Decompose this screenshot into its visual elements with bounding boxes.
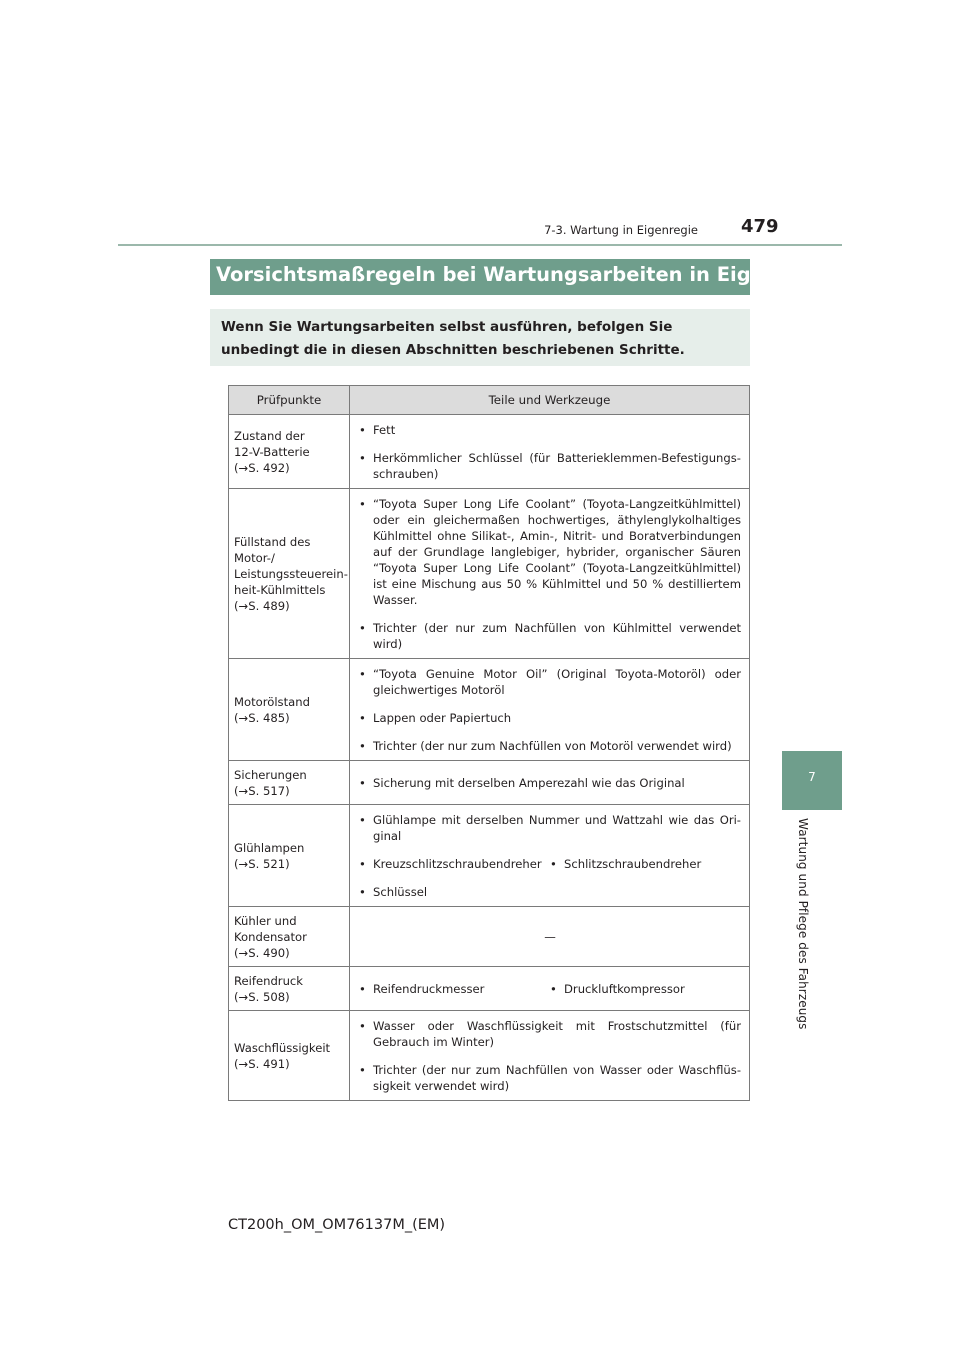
check-point-line: (→S. 491): [234, 1056, 290, 1071]
check-point-cell: [229, 967, 350, 1011]
bullet-icon: •: [359, 497, 366, 511]
tools-cell: [350, 415, 750, 489]
tool-item-text: Trichter (der nur zum Nachfüllen von Motoröl verwendet wird): [373, 739, 732, 753]
bullet-icon: •: [550, 857, 557, 871]
table-row: [229, 659, 750, 761]
tool-item: [359, 1062, 741, 1094]
bullet-icon: •: [550, 982, 557, 996]
check-point-line: Leistungssteuerein-: [234, 566, 348, 581]
tool-item-pair: [359, 856, 741, 872]
tool-item-text: Herkömmlicher Schlüssel (für Batterieklemmen-Befestigungs-schrauben): [373, 451, 741, 481]
table-row: [229, 1011, 750, 1101]
tools-cell: [350, 907, 750, 967]
tool-item-text: Schlitzschraubendreher: [564, 857, 702, 871]
table-header-row: [229, 386, 750, 415]
tool-item: [550, 856, 741, 872]
table-row: [229, 489, 750, 659]
tools-cell: [350, 489, 750, 659]
check-point-line: Waschflüssigkeit: [234, 1040, 331, 1055]
bullet-icon: •: [359, 885, 366, 899]
check-point-line: Füllstand des Motor-/: [234, 534, 311, 565]
check-point-cell: [229, 907, 350, 967]
check-point-cell: [229, 805, 350, 907]
check-point-line: 12-V-Batterie: [234, 444, 310, 459]
check-point-line: Reifendruck: [234, 973, 304, 988]
tool-item-text: Fett: [373, 423, 396, 437]
tool-item: [550, 981, 741, 997]
tool-item-text: “Toyota Super Long Life Coolant” (Toyota-Langzeitkühlmittel) oder ein gleichermaßen hochwertiges, äthylenglykolhaltiges Kühlmittel ohne Silikat-, Amin-, Nitrit- und Boratverbindungen auf der Grundlage langlebiger, hybrider, organischer Säuren “Toyota Super Long Life Coolant” (Toyota-Langzeitkühlmittel) ist eine Mischung aus 50 % Kühlmittel und 50 % destilliertem Wasser.: [373, 497, 741, 607]
tool-item-text: Druckluftkompressor: [564, 982, 685, 996]
check-point-line: (→S. 485): [234, 710, 290, 725]
chapter-number: 7: [808, 770, 816, 784]
table-row: [229, 415, 750, 489]
tool-item: [359, 666, 741, 698]
empty-dash: —: [544, 930, 556, 944]
tool-item: [359, 450, 741, 482]
table-row: [229, 761, 750, 805]
tool-item-text: Lappen oder Papiertuch: [373, 711, 512, 725]
check-point-line: Motorölstand: [234, 694, 310, 709]
section-title-bar: [210, 259, 835, 295]
tool-item: [359, 812, 741, 844]
table-row: [229, 907, 750, 967]
tool-item-text: Sicherung mit derselben Amperezahl wie das Original: [373, 776, 685, 790]
header-rule: [118, 244, 842, 246]
check-point-line: (→S. 521): [234, 856, 290, 871]
tool-item-text: Reifendruckmesser: [373, 982, 485, 996]
column-header-check: Prüfpunkte: [229, 386, 350, 415]
tool-item: [359, 620, 741, 652]
tools-cell: [350, 761, 750, 805]
bullet-icon: •: [359, 739, 366, 753]
check-point-line: Kondensator: [234, 929, 307, 944]
tools-cell: [350, 805, 750, 907]
table-row: [229, 967, 750, 1011]
check-point-line: Zustand der: [234, 428, 305, 443]
bullet-icon: •: [359, 1063, 366, 1077]
bullet-icon: •: [359, 776, 366, 790]
check-point-line: Glühlampen: [234, 840, 305, 855]
tool-item: [359, 422, 741, 438]
tool-item-text: Trichter (der nur zum Nachfüllen von Wasser oder Waschflüs-sigkeit verwendet wird): [373, 1063, 741, 1093]
tool-item: [359, 496, 741, 608]
tools-cell: [350, 659, 750, 761]
tool-item-text: Schlüssel: [373, 885, 428, 899]
column-header-tools: Teile und Werkzeuge: [350, 386, 750, 415]
check-point-cell: [229, 1011, 350, 1101]
chapter-title: Wartung und Pflege des Fahrzeugs: [796, 818, 810, 1030]
tool-item-pair: [359, 981, 741, 997]
check-point-line: (→S. 490): [234, 945, 290, 960]
tool-item: [359, 856, 550, 872]
document-code: CT200h_OM_OM76137M_(EM): [228, 1217, 446, 1233]
check-point-line: Kühler und: [234, 913, 297, 928]
section-label: 7-3. Wartung in Eigenregie: [544, 223, 698, 237]
intro-note: Wenn Sie Wartungsarbeiten selbst ausführen, befolgen Sie unbedingt die in diesen Abschnitten beschriebenen Schritte.: [210, 309, 750, 366]
check-point-line: (→S. 517): [234, 783, 290, 798]
maintenance-table: [228, 385, 750, 1101]
check-point-line: (→S. 508): [234, 989, 290, 1004]
page-number: 479: [741, 216, 779, 237]
bullet-icon: •: [359, 423, 366, 437]
tool-item: [359, 710, 741, 726]
bullet-icon: •: [359, 451, 366, 465]
check-point-cell: [229, 659, 350, 761]
tool-item-text: Kreuzschlitzschraubendreher: [373, 857, 542, 871]
tool-item: [359, 775, 741, 791]
section-title: Vorsichtsmaßregeln bei Wartungsarbeiten in Eigenregie: [216, 263, 835, 286]
tool-item: [359, 884, 741, 900]
check-point-cell: [229, 761, 350, 805]
tools-cell: [350, 1011, 750, 1101]
check-point-line: (→S. 492): [234, 460, 290, 475]
tool-item: [359, 738, 741, 754]
check-point-cell: [229, 489, 350, 659]
tool-item: [359, 981, 550, 997]
bullet-icon: •: [359, 982, 366, 996]
bullet-icon: •: [359, 857, 366, 871]
tool-item-text: Trichter (der nur zum Nachfüllen von Kühlmittel verwendet wird): [373, 621, 741, 651]
bullet-icon: •: [359, 711, 366, 725]
bullet-icon: •: [359, 667, 366, 681]
tool-item-text: Glühlampe mit derselben Nummer und Wattzahl wie das Ori-ginal: [373, 813, 741, 843]
table-row: [229, 805, 750, 907]
chapter-tab: [782, 751, 842, 810]
tool-item-text: “Toyota Genuine Motor Oil” (Original Toyota-Motoröl) oder gleichwertiges Motoröl: [373, 667, 741, 697]
bullet-icon: •: [359, 813, 366, 827]
tool-item-text: Wasser oder Waschflüssigkeit mit Frostschutzmittel (für Gebrauch im Winter): [373, 1019, 741, 1049]
bullet-icon: •: [359, 621, 366, 635]
tool-item: [359, 1018, 741, 1050]
check-point-cell: [229, 415, 350, 489]
tools-cell: [350, 967, 750, 1011]
check-point-line: Sicherungen: [234, 767, 307, 782]
bullet-icon: •: [359, 1019, 366, 1033]
check-point-line: (→S. 489): [234, 598, 290, 613]
check-point-line: heit-Kühlmittels: [234, 582, 326, 597]
